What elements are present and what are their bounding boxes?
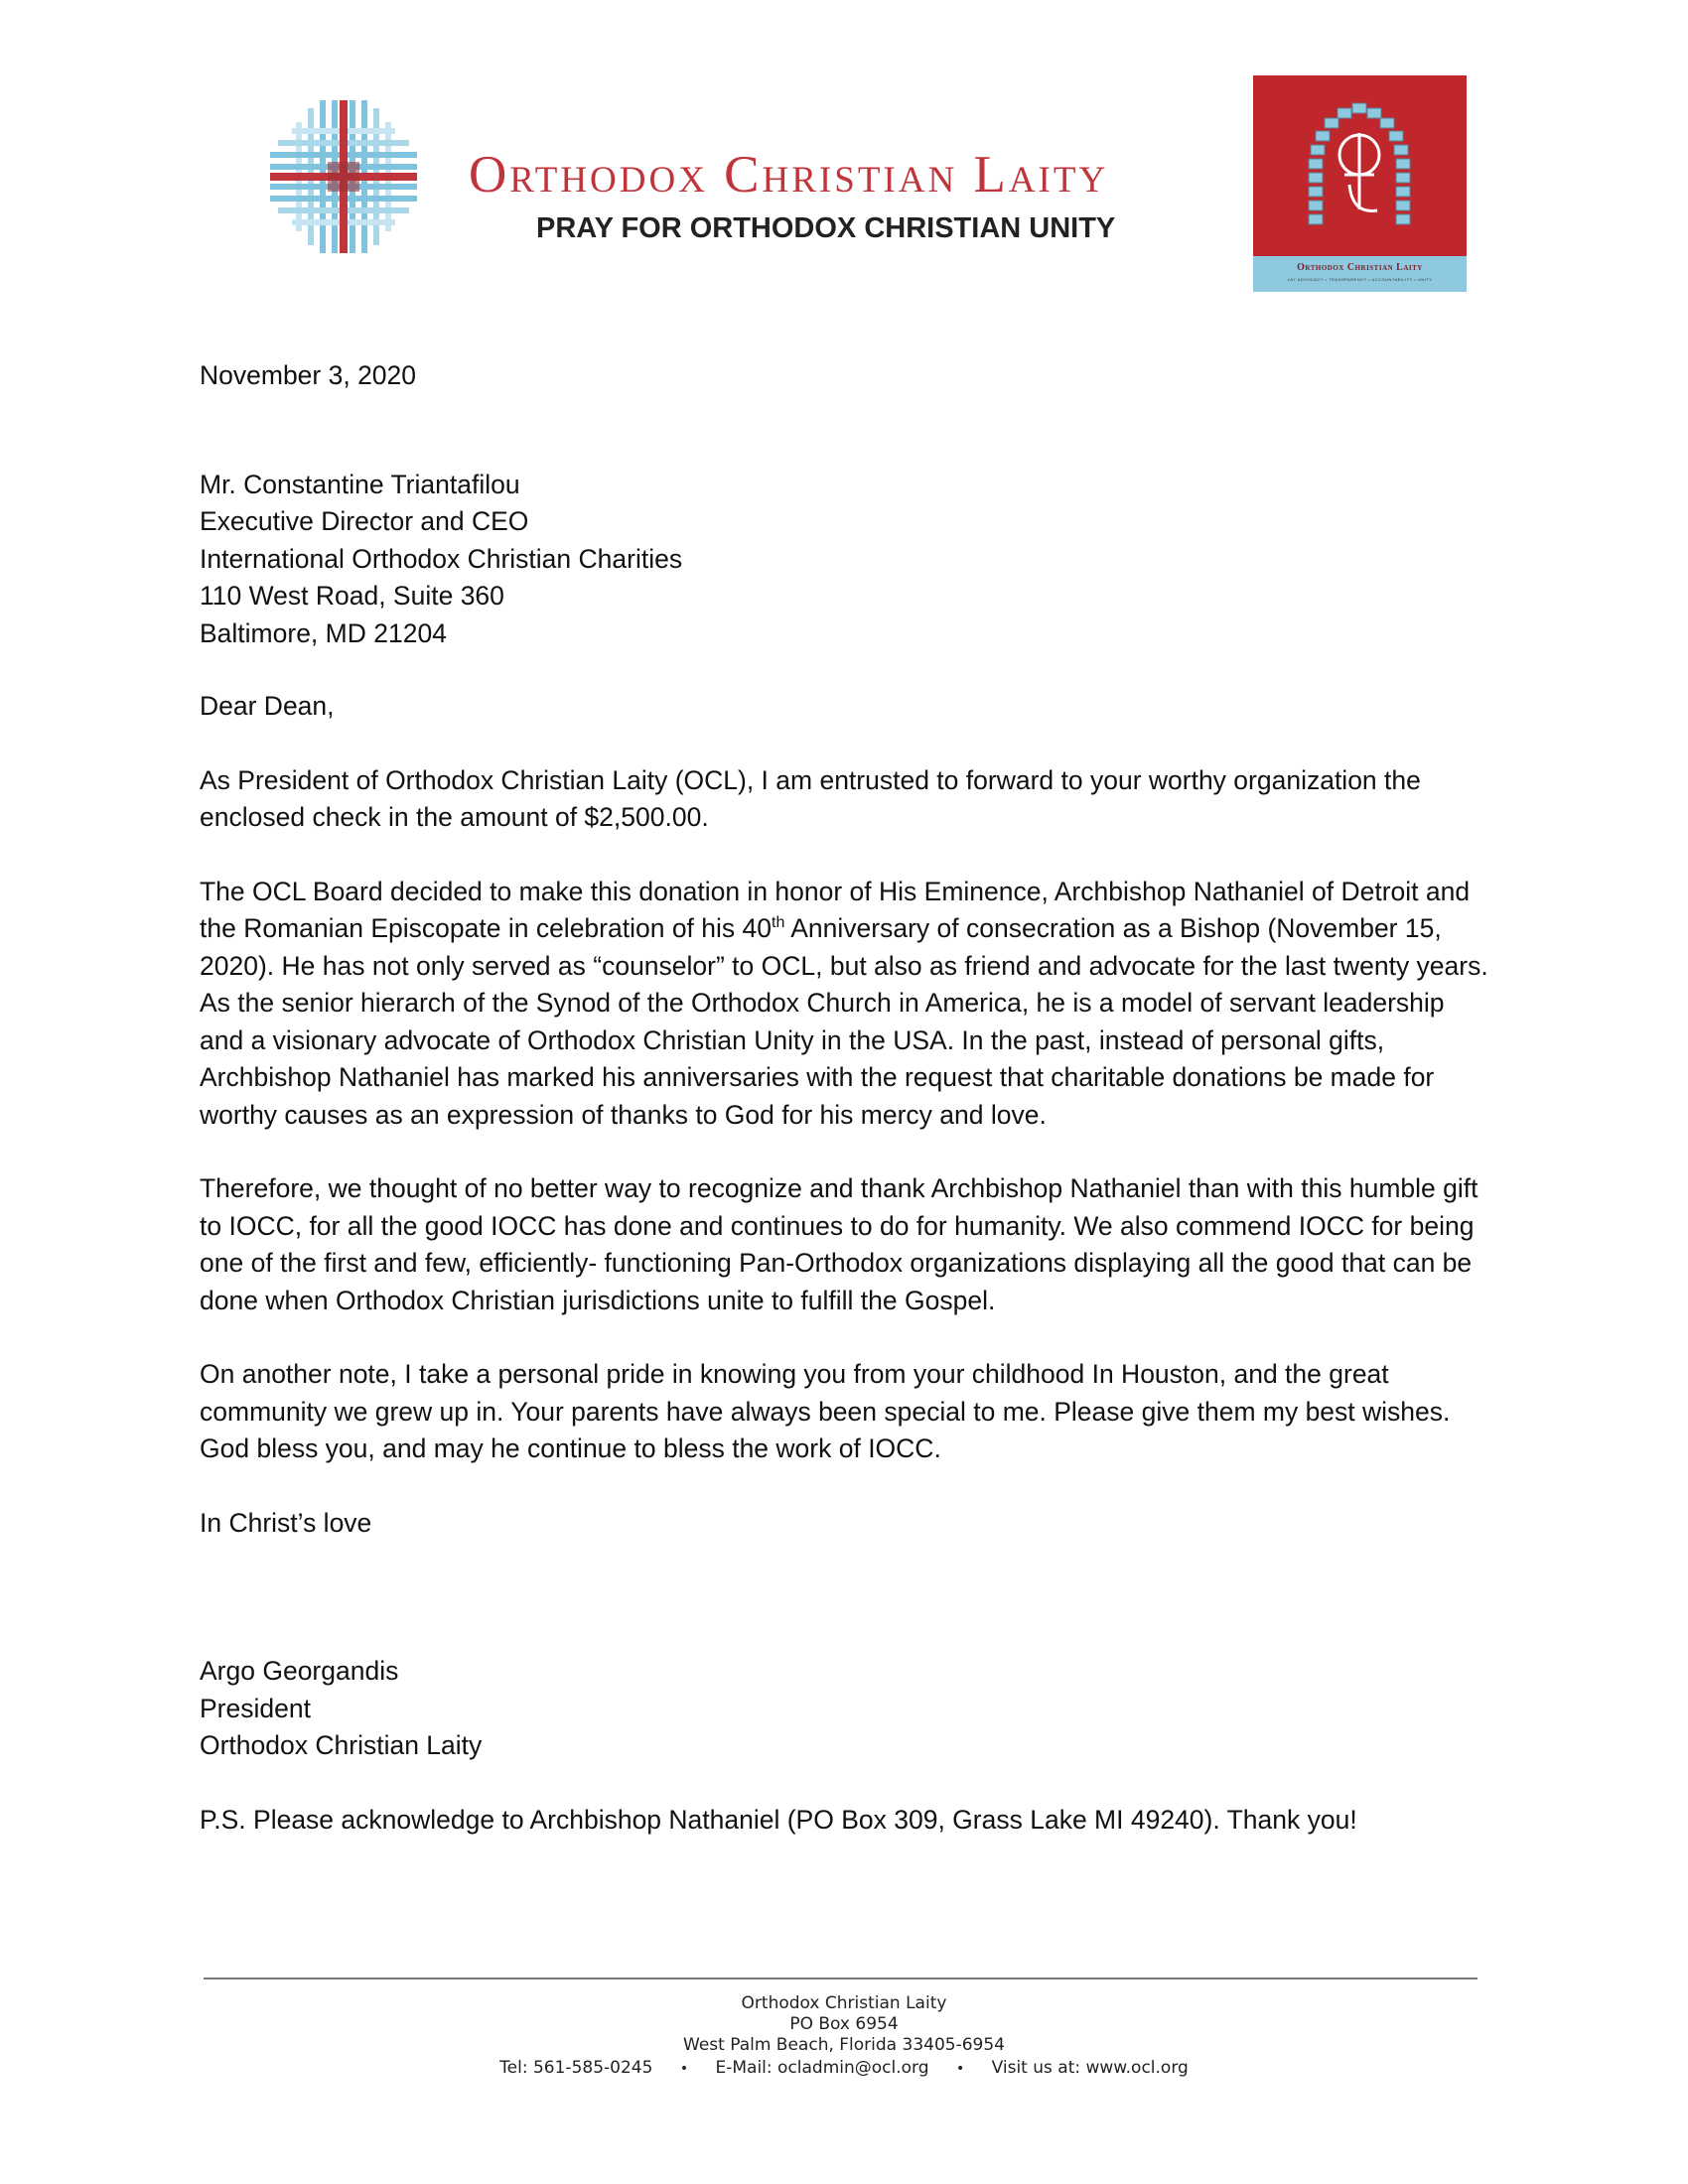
letterhead bbox=[0, 0, 1688, 318]
footer-po-box: PO Box 6954 bbox=[789, 2014, 899, 2034]
recipient-address bbox=[200, 467, 1490, 653]
closing: In Christ’s love bbox=[200, 1507, 372, 1538]
bullet-icon: • bbox=[955, 2061, 965, 2077]
ocl-arch-emblem bbox=[1253, 75, 1467, 292]
paragraph-2 bbox=[200, 874, 1490, 1135]
footer-org: Orthodox Christian Laity bbox=[741, 1993, 947, 2013]
paragraph-3: Therefore, we thought of no better way to recognize and thank Archbishop Nathaniel than with this humble gift to IOCC, for all the good IOCC has done and continues to do for humanity. We also commend IOCC for being one of the first and few, efficiently- functioning Pan-Orthodox organizations displaying all the good that can be done when Orthodox Christian jurisdictions unite to fulfill the Gospel. bbox=[200, 1173, 1478, 1315]
footer-tel: Tel: 561-585-0245 bbox=[499, 2058, 653, 2078]
bullet-icon: • bbox=[679, 2061, 689, 2077]
recipient-city: Baltimore, MD 21204 bbox=[200, 617, 447, 648]
ocl-cross-logo bbox=[270, 100, 417, 253]
recipient-organization: International Orthodox Christian Charities bbox=[200, 543, 683, 574]
footer-divider bbox=[204, 1978, 1477, 1979]
emblem-band-subtitle: LAY ADVOCACY • TRANSPARENCY • ACCOUNTABILITY • UNITY bbox=[1287, 277, 1433, 282]
paragraph-4: On another note, I take a personal pride in knowing you from your childhood In Houston, and the great community we grew up in. Your parents have always been special to me. Please give them my best wishes. God bless you, and may he continue to bless the work of IOCC. bbox=[200, 1359, 1451, 1463]
signature-block bbox=[200, 1653, 1490, 1765]
salutation: Dear Dean, bbox=[200, 691, 335, 721]
paragraph-1: As President of Orthodox Christian Laity (OCL), I am entrusted to forward to your worthy organization the enclosed check in the amount of $2,500.00. bbox=[200, 764, 1421, 832]
recipient-street: 110 West Road, Suite 360 bbox=[200, 581, 504, 611]
footer-email[interactable]: E-Mail: ocladmin@ocl.org bbox=[715, 2058, 929, 2078]
emblem-band-title: Orthodox Christian Laity bbox=[1297, 262, 1423, 273]
letter-date: November 3, 2020 bbox=[200, 360, 417, 390]
org-title: Orthodox Christian Laity bbox=[469, 146, 1109, 204]
ordinal-suffix: th bbox=[772, 914, 785, 932]
arch-emblem-art bbox=[1253, 75, 1467, 256]
letter-body bbox=[200, 357, 1490, 1839]
paragraph-2-part-b: Anniversary of consecration as a Bishop (November 15, 2020). He has not only served as “counselor” to OCL, but also as friend and advocate for the last twenty years. As the senior hierarch of the Synod of the Orthodox Church in America, he is a model of servant leadership and a visionary advocate of Orthodox Christian Unity in the USA. In the past, instead of personal gifts, Archbishop Nathaniel has marked his anniversaries with the request that charitable donations be made for worthy causes as an expression of thanks to God for his mercy and love. bbox=[200, 913, 1488, 1130]
footer-website[interactable]: Visit us at: www.ocl.org bbox=[991, 2058, 1189, 2078]
footer-contact-line bbox=[0, 2058, 1688, 2080]
postscript: P.S. Please acknowledge to Archbishop Nathaniel (PO Box 309, Grass Lake MI 49240). Thank you! bbox=[200, 1804, 1357, 1835]
signer-title: President bbox=[200, 1693, 311, 1723]
recipient-name: Mr. Constantine Triantafilou bbox=[200, 469, 520, 499]
paragraph-2-part-a: The OCL Board decided to make this donation in honor of His Eminence, Archbishop Nathaniel of Detroit and the Romanian Episcopate in celebration of his 40 bbox=[200, 876, 1471, 943]
recipient-title: Executive Director and CEO bbox=[200, 506, 529, 536]
footer bbox=[0, 1993, 1688, 2080]
footer-city: West Palm Beach, Florida 33405-6954 bbox=[683, 2035, 1005, 2055]
signer-organization: Orthodox Christian Laity bbox=[200, 1730, 483, 1760]
signer-name: Argo Georgandis bbox=[200, 1656, 399, 1686]
org-tagline: PRAY FOR ORTHODOX CHRISTIAN UNITY bbox=[536, 212, 1116, 244]
emblem-band bbox=[1253, 256, 1467, 292]
cross-logo-grid bbox=[270, 100, 417, 253]
